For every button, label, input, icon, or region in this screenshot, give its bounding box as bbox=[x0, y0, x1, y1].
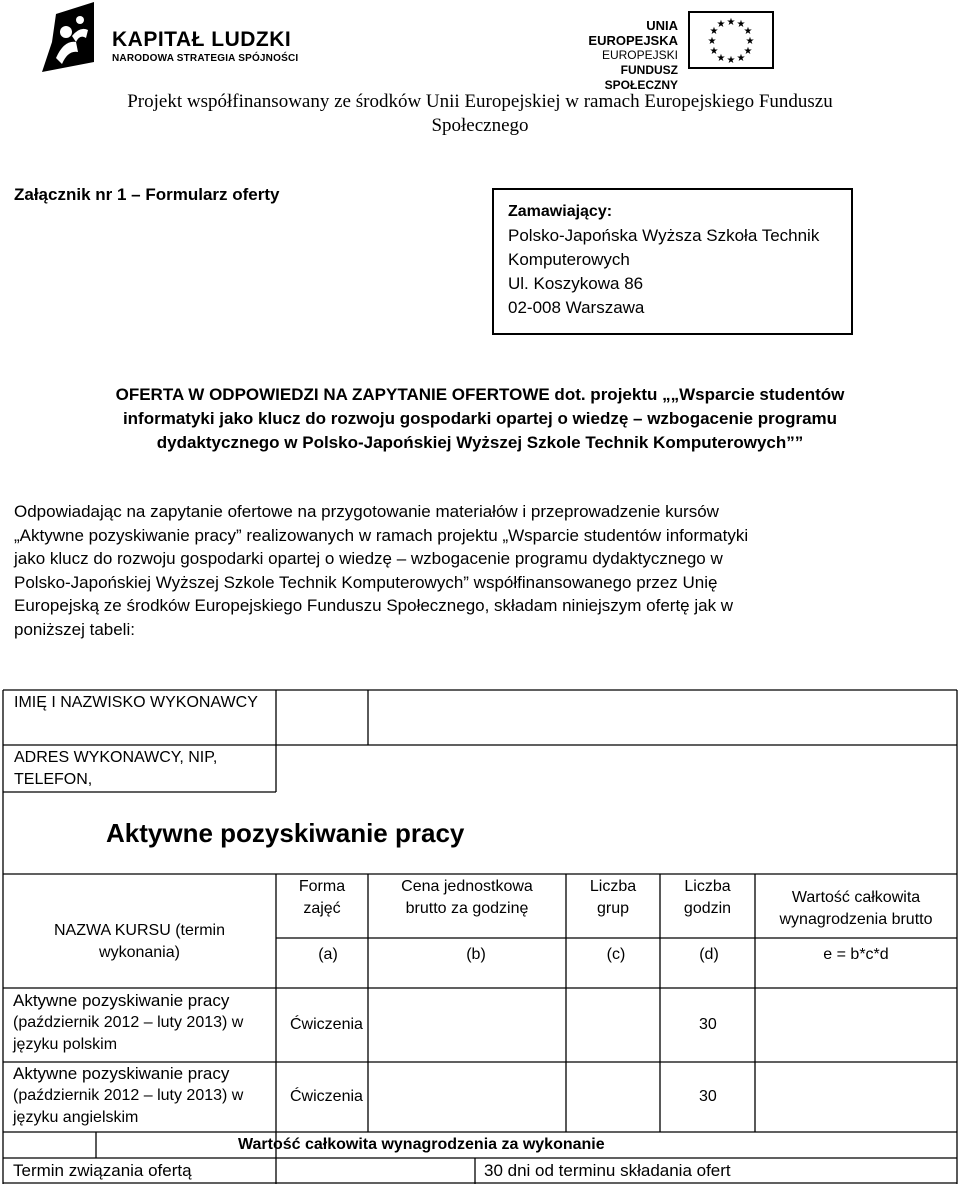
column-header-line: Cena jednostkowa bbox=[401, 878, 533, 895]
table-row-groups-field[interactable] bbox=[567, 1063, 659, 1131]
contractor-address-field[interactable] bbox=[277, 746, 956, 791]
offer-title-line: informatyki jako klucz do rozwoju gospodarki opartej o wiedzę – wzbogacenie programu bbox=[122, 409, 838, 428]
course-heading: Aktywne pozyskiwanie pracy bbox=[106, 818, 465, 848]
intro-line: poniższej tabeli: bbox=[14, 619, 135, 639]
binding-period-value: 30 dni od terminu składania ofert bbox=[484, 1161, 731, 1180]
svg-text:★: ★ bbox=[716, 19, 726, 30]
contractor-address-line: ADRES WYKONAWCY, NIP, bbox=[14, 749, 218, 766]
course-name-header-line: NAZWA KURSU (termin bbox=[54, 922, 225, 939]
logo-left-title: KAPITAŁ LUDZKI bbox=[112, 28, 292, 51]
binding-period-label: Termin związania ofertą bbox=[13, 1161, 192, 1180]
column-header-price bbox=[368, 876, 566, 920]
intro-line: Europejską ze środków Europejskiego Funduszu Społecznego, składam niniejszym ofertę jak w bbox=[14, 596, 734, 615]
table-row-hours: 30 bbox=[699, 1088, 717, 1105]
table-row-hours: 30 bbox=[699, 1016, 717, 1033]
column-code-e: e = b*c*d bbox=[823, 946, 889, 963]
column-code-c: (c) bbox=[606, 946, 626, 963]
offer-title-line: dydaktycznego w Polsko-Japońskiej Wyższej Szkole Technik Komputerowych”” bbox=[156, 433, 804, 452]
column-code-a: (a) bbox=[318, 946, 338, 963]
intro-line: „Aktywne pozyskiwanie pracy” realizowanych w ramach projektu „Wsparcie studentów informatyki bbox=[14, 525, 749, 545]
svg-text:★: ★ bbox=[726, 17, 736, 28]
contractor-address-line: TELEFON, bbox=[14, 771, 93, 788]
column-header-line: wynagrodzenia brutto bbox=[779, 911, 933, 928]
logo-left-subtitle: NARODOWA STRATEGIA SPÓJNOŚCI bbox=[112, 53, 299, 64]
table-row-price-field[interactable] bbox=[369, 989, 565, 1061]
svg-text:★: ★ bbox=[736, 19, 746, 30]
column-header-line: Liczba bbox=[589, 878, 637, 895]
table-row-form: Ćwiczenia bbox=[290, 1088, 363, 1105]
svg-text:★: ★ bbox=[709, 26, 719, 37]
column-header-line: Wartość całkowita bbox=[791, 889, 921, 906]
course-name-line: Aktywne pozyskiwanie pracy bbox=[13, 991, 230, 1010]
contractor-name-field[interactable] bbox=[277, 691, 367, 744]
column-header-line: Forma bbox=[298, 878, 346, 895]
buyer-line: 02-008 Warszawa bbox=[508, 298, 645, 317]
column-code-d: (d) bbox=[699, 946, 719, 963]
column-code-b: (b) bbox=[466, 946, 486, 963]
column-header-line: grup bbox=[596, 900, 630, 917]
course-name-line: języku angielskim bbox=[13, 1109, 139, 1126]
column-header-line: zajęć bbox=[303, 900, 341, 917]
column-header-groups bbox=[566, 876, 660, 920]
table-row-form: Ćwiczenia bbox=[290, 1016, 363, 1033]
buyer-line: Ul. Koszykowa 86 bbox=[508, 274, 644, 293]
buyer-line: Komputerowych bbox=[508, 250, 630, 269]
table-row-course-name bbox=[13, 990, 267, 1056]
table-row-course-name bbox=[13, 1063, 267, 1129]
column-header-line: Liczba bbox=[684, 878, 731, 895]
eu-logo-line: FUNDUSZ SPOŁECZNY bbox=[604, 63, 678, 92]
course-name-header bbox=[4, 920, 275, 964]
table-row-total-field[interactable] bbox=[756, 989, 956, 1061]
column-header-total bbox=[755, 887, 957, 931]
project-line-1: Projekt współfinansowany ze środków Unii Europejskiej w ramach Europejskiego Funduszu bbox=[127, 91, 833, 112]
contractor-name-field-extra[interactable] bbox=[369, 691, 956, 744]
svg-text:★: ★ bbox=[743, 26, 753, 37]
intro-line: Polsko-Japońskiej Wyższej Szkole Technik Komputerowych” współfinansowanego przez Unię bbox=[14, 572, 718, 592]
column-header-hours bbox=[660, 876, 755, 920]
eu-logo-line: UNIA EUROPEJSKA bbox=[588, 18, 678, 48]
column-header-line: brutto za godzinę bbox=[405, 900, 529, 917]
course-name-line: (październik 2012 – luty 2013) w bbox=[13, 1087, 244, 1104]
table-row-total-field[interactable] bbox=[756, 1063, 956, 1131]
project-line-2: Społecznego bbox=[431, 115, 529, 136]
intro-line: jako klucz do rozwoju gospodarki opartej o wiedzę – wzbogacenie programu dydaktycznego w bbox=[14, 549, 723, 568]
svg-text:★: ★ bbox=[745, 36, 755, 47]
column-header-line: godzin bbox=[683, 900, 732, 917]
svg-text:★: ★ bbox=[707, 36, 717, 47]
contractor-address-label bbox=[14, 747, 217, 791]
svg-text:★: ★ bbox=[726, 55, 736, 66]
attachment-title: Załącznik nr 1 – Formularz oferty bbox=[14, 185, 280, 204]
total-value-label: Wartość całkowita wynagrodzenia za wykonanie bbox=[238, 1136, 605, 1153]
contractor-name-label: IMIĘ I NAZWISKO WYKONAWCY bbox=[14, 694, 258, 711]
table-row-groups-field[interactable] bbox=[567, 989, 659, 1061]
course-name-header-line: wykonania) bbox=[99, 944, 180, 961]
svg-text:★: ★ bbox=[716, 53, 726, 64]
course-name-line: Aktywne pozyskiwanie pracy bbox=[13, 1064, 230, 1083]
svg-text:★: ★ bbox=[736, 53, 746, 64]
offer-title-line: OFERTA W ODPOWIEDZI NA ZAPYTANIE OFERTOWE dot. projektu „„Wsparcie studentów bbox=[115, 385, 845, 404]
table-row-price-field[interactable] bbox=[369, 1063, 565, 1131]
buyer-label: Zamawiający: bbox=[508, 203, 613, 220]
course-name-line: języku polskim bbox=[13, 1036, 118, 1053]
svg-text:★: ★ bbox=[709, 46, 719, 57]
intro-line: Odpowiadając na zapytanie ofertowe na przygotowanie materiałów i przeprowadzenie kursów bbox=[14, 502, 719, 521]
course-name-line: (październik 2012 – luty 2013) w bbox=[13, 1014, 244, 1031]
column-header-form bbox=[276, 876, 368, 920]
svg-text:★: ★ bbox=[743, 46, 753, 57]
eu-logo-line: EUROPEJSKI bbox=[601, 48, 678, 62]
buyer-line: Polsko-Japońska Wyższa Szkoła Technik bbox=[508, 226, 820, 245]
